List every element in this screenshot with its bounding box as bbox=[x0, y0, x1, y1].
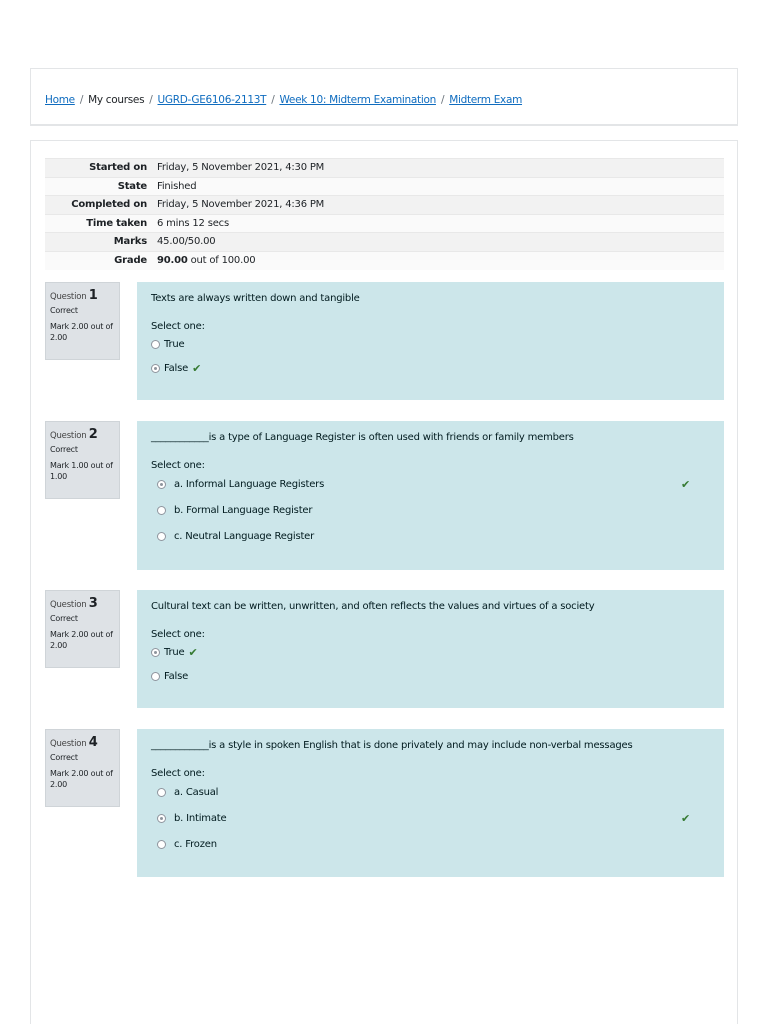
question-label: Question bbox=[50, 739, 87, 749]
breadcrumb-week-link[interactable]: Week 10: Midterm Examination bbox=[279, 94, 436, 106]
answer-label: False bbox=[164, 362, 189, 374]
answer-label: a. Informal Language Registers bbox=[174, 478, 325, 490]
select-one-label: Select one: bbox=[151, 460, 205, 471]
answer-option[interactable] bbox=[151, 805, 710, 831]
question-mark: Mark 1.00 out of 1.00 bbox=[50, 461, 113, 481]
summary-value bbox=[153, 251, 724, 270]
summary-label: Time taken bbox=[45, 214, 153, 233]
breadcrumb-my-courses: My courses bbox=[88, 94, 145, 106]
question-label: Question bbox=[50, 292, 87, 302]
summary-label: Started on bbox=[45, 159, 153, 178]
question-state: Correct bbox=[50, 753, 78, 762]
summary-label: Completed on bbox=[45, 196, 153, 215]
quiz-review-panel bbox=[30, 140, 738, 1024]
answer-option[interactable] bbox=[151, 779, 710, 805]
answer-label: True bbox=[164, 646, 185, 658]
question-content-1 bbox=[137, 282, 724, 400]
question-number: 3 bbox=[88, 596, 98, 611]
question-info-4 bbox=[45, 729, 120, 807]
check-icon: ✔ bbox=[680, 811, 690, 825]
answer-label: b. Intimate bbox=[174, 812, 227, 824]
check-icon: ✔ bbox=[188, 645, 198, 659]
answer-option[interactable] bbox=[151, 523, 710, 549]
radio-button[interactable] bbox=[157, 788, 166, 797]
answer-label: c. Frozen bbox=[174, 838, 217, 850]
question-info-1 bbox=[45, 282, 120, 360]
answer-option[interactable] bbox=[151, 497, 710, 523]
summary-label: Marks bbox=[45, 233, 153, 252]
question-state: Correct bbox=[50, 614, 78, 623]
question-text: Texts are always written down and tangible bbox=[151, 293, 360, 304]
summary-value: Friday, 5 November 2021, 4:36 PM bbox=[153, 196, 724, 215]
check-icon: ✔ bbox=[192, 361, 202, 375]
answer-option[interactable] bbox=[151, 640, 710, 664]
summary-row-time-taken bbox=[45, 214, 724, 233]
answer-option[interactable] bbox=[151, 356, 710, 380]
grade-value: 90.00 bbox=[157, 255, 188, 266]
summary-row-grade bbox=[45, 251, 724, 270]
summary-value: Finished bbox=[153, 177, 724, 196]
breadcrumb bbox=[45, 94, 522, 106]
summary-label: Grade bbox=[45, 251, 153, 270]
breadcrumb-home-link[interactable]: Home bbox=[45, 94, 75, 106]
attempt-summary-table bbox=[45, 158, 724, 270]
answer-option[interactable] bbox=[151, 664, 710, 688]
answer-option[interactable] bbox=[151, 332, 710, 356]
select-one-label: Select one: bbox=[151, 768, 205, 779]
radio-button-selected[interactable] bbox=[157, 480, 166, 489]
summary-row-completed bbox=[45, 196, 724, 215]
question-mark: Mark 2.00 out of 2.00 bbox=[50, 769, 113, 789]
grade-out-of: out of 100.00 bbox=[190, 255, 256, 266]
question-content-4 bbox=[137, 729, 724, 877]
summary-row-started bbox=[45, 159, 724, 178]
radio-button-selected[interactable] bbox=[151, 364, 160, 373]
radio-button[interactable] bbox=[157, 840, 166, 849]
question-content-2 bbox=[137, 421, 724, 570]
summary-label: State bbox=[45, 177, 153, 196]
answer-option[interactable] bbox=[151, 471, 710, 497]
question-number: 4 bbox=[88, 735, 98, 750]
radio-button-selected[interactable] bbox=[151, 648, 160, 657]
answer-option[interactable] bbox=[151, 831, 710, 857]
summary-value: Friday, 5 November 2021, 4:30 PM bbox=[153, 159, 724, 178]
question-number: 2 bbox=[88, 427, 98, 442]
breadcrumb-separator: / bbox=[271, 94, 275, 106]
question-state: Correct bbox=[50, 445, 78, 454]
answer-label: False bbox=[164, 670, 189, 682]
radio-button[interactable] bbox=[157, 532, 166, 541]
answer-label: a. Casual bbox=[174, 786, 219, 798]
answer-label: True bbox=[164, 338, 185, 350]
breadcrumb-separator: / bbox=[440, 94, 445, 106]
question-mark: Mark 2.00 out of 2.00 bbox=[50, 630, 113, 650]
radio-button[interactable] bbox=[151, 340, 160, 349]
question-text: ____________is a style in spoken English that is done privately and may include non-verbal messages bbox=[151, 740, 633, 751]
check-icon: ✔ bbox=[680, 477, 690, 491]
breadcrumb-card bbox=[30, 68, 738, 126]
question-content-3 bbox=[137, 590, 724, 708]
question-label: Question bbox=[50, 431, 87, 441]
question-text: Cultural text can be written, unwritten, and often reflects the values and virtues of a society bbox=[151, 601, 595, 612]
radio-button[interactable] bbox=[151, 672, 160, 681]
question-state: Correct bbox=[50, 306, 78, 315]
radio-button[interactable] bbox=[157, 506, 166, 515]
answer-label: b. Formal Language Register bbox=[174, 504, 313, 516]
summary-row-marks bbox=[45, 233, 724, 252]
select-one-label: Select one: bbox=[151, 629, 205, 640]
breadcrumb-separator: / bbox=[149, 94, 153, 106]
answer-label: c. Neutral Language Register bbox=[174, 530, 315, 542]
breadcrumb-course-link[interactable]: UGRD-GE6106-2113T bbox=[157, 94, 267, 106]
question-info-2 bbox=[45, 421, 120, 499]
breadcrumb-separator: / bbox=[79, 94, 84, 106]
radio-button-selected[interactable] bbox=[157, 814, 166, 823]
summary-value: 6 mins 12 secs bbox=[153, 214, 724, 233]
question-number: 1 bbox=[88, 288, 98, 303]
summary-value: 45.00/50.00 bbox=[153, 233, 724, 252]
summary-row-state bbox=[45, 177, 724, 196]
select-one-label: Select one: bbox=[151, 321, 205, 332]
question-label: Question bbox=[50, 600, 87, 610]
breadcrumb-exam-link[interactable]: Midterm Exam bbox=[449, 94, 523, 106]
question-mark: Mark 2.00 out of 2.00 bbox=[50, 322, 113, 342]
question-text: ____________is a type of Language Register is often used with friends or family members bbox=[151, 432, 574, 443]
question-info-3 bbox=[45, 590, 120, 668]
